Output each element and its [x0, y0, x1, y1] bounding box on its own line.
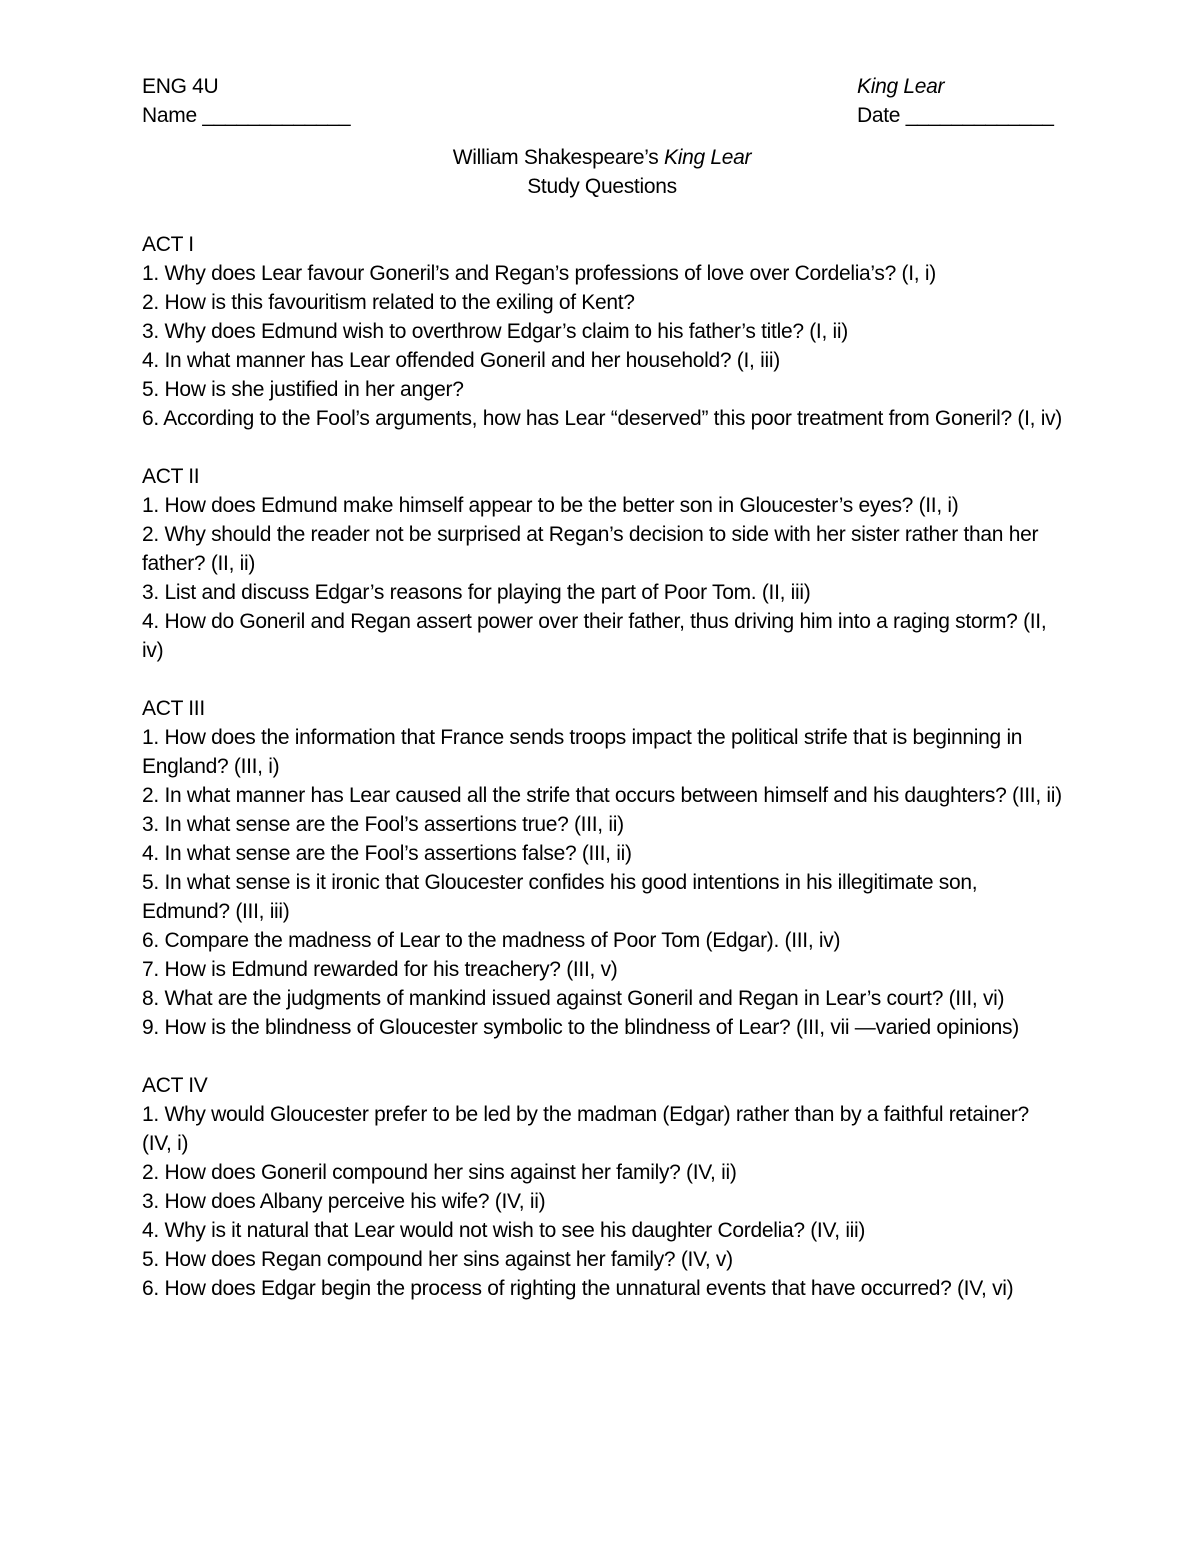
name-field [142, 101, 350, 130]
question-item: 1. Why would Gloucester prefer to be led by the madman (Edgar) rather than by a faithful retainer? (IV, i) [142, 1103, 1029, 1155]
header-row-2 [142, 101, 1062, 130]
date-field [857, 101, 1062, 130]
question-item: 5. How is she justified in her anger? [142, 378, 464, 401]
question-item: 6. According to the Fool’s arguments, how has Lear “deserved” this poor treatment from Goneril? (I, iv) [142, 407, 1062, 430]
date-label: Date [857, 104, 901, 127]
title-block [142, 143, 1062, 201]
question-item: 1. How does the information that France sends troops impact the political strife that is beginning in England? (III, i) [142, 726, 1023, 778]
book-title-header [857, 72, 1062, 101]
act-heading: ACT I [142, 233, 194, 256]
question-item: 6. How does Edgar begin the process of righting the unnatural events that have occurred? (IV, vi) [142, 1277, 1014, 1300]
act-1-section [142, 230, 1062, 433]
question-item: 2. How does Goneril compound her sins against her family? (IV, ii) [142, 1161, 737, 1184]
date-blank: _____________ [905, 104, 1054, 127]
header-row-1 [142, 72, 1062, 101]
question-item: 3. In what sense are the Fool’s assertions true? (III, ii) [142, 813, 624, 836]
question-item: 1. How does Edmund make himself appear to be the better son in Gloucester’s eyes? (II, i) [142, 494, 959, 517]
question-item: 9. How is the blindness of Gloucester symbolic to the blindness of Lear? (III, vii —varied opinions) [142, 1016, 1019, 1039]
question-item: 4. In what sense are the Fool’s assertions false? (III, ii) [142, 842, 632, 865]
page-title [142, 143, 1062, 172]
question-item: 2. In what manner has Lear caused all the strife that occurs between himself and his daughters? (III, ii) [142, 784, 1062, 807]
act-heading: ACT IV [142, 1074, 208, 1097]
question-item: 4. In what manner has Lear offended Goneril and her household? (I, iii) [142, 349, 780, 372]
question-item: 5. In what sense is it ironic that Gloucester confides his good intentions in his illegitimate son, Edmund? (III, iii) [142, 871, 978, 923]
question-item: 2. Why should the reader not be surprised at Regan’s decision to side with her sister rather than her father? (II, ii) [142, 523, 1039, 575]
book-title-text: King Lear [857, 75, 945, 98]
worksheet-page [142, 72, 1062, 1303]
act-heading: ACT II [142, 465, 200, 488]
question-item: 4. How do Goneril and Regan assert power over their father, thus driving him into a raging storm? (II, iv) [142, 610, 1047, 662]
question-item: 7. How is Edmund rewarded for his treachery? (III, v) [142, 958, 618, 981]
question-item: 3. Why does Edmund wish to overthrow Edgar’s claim to his father’s title? (I, ii) [142, 320, 848, 343]
question-item: 5. How does Regan compound her sins against her family? (IV, v) [142, 1248, 733, 1271]
question-item: 2. How is this favouritism related to the exiling of Kent? [142, 291, 635, 314]
question-item: 4. Why is it natural that Lear would not wish to see his daughter Cordelia? (IV, iii) [142, 1219, 866, 1242]
name-label: Name [142, 104, 197, 127]
page-subtitle: Study Questions [527, 175, 677, 198]
question-item: 8. What are the judgments of mankind issued against Goneril and Regan in Lear’s court? (III, vi) [142, 987, 1005, 1010]
act-heading: ACT III [142, 697, 205, 720]
name-blank: _____________ [202, 104, 351, 127]
question-item: 6. Compare the madness of Lear to the madness of Poor Tom (Edgar). (III, iv) [142, 929, 841, 952]
question-item: 1. Why does Lear favour Goneril’s and Regan’s professions of love over Cordelia’s? (I, i) [142, 262, 936, 285]
question-item: 3. List and discuss Edgar’s reasons for playing the part of Poor Tom. (II, iii) [142, 581, 811, 604]
question-item: 3. How does Albany perceive his wife? (IV, ii) [142, 1190, 546, 1213]
act-3-section [142, 694, 1062, 1042]
course-code: ENG 4U [142, 75, 219, 98]
title-prefix: William Shakespeare’s [452, 146, 665, 169]
act-4-section [142, 1071, 1062, 1303]
title-play-name: King Lear [664, 146, 752, 169]
act-2-section [142, 462, 1062, 665]
